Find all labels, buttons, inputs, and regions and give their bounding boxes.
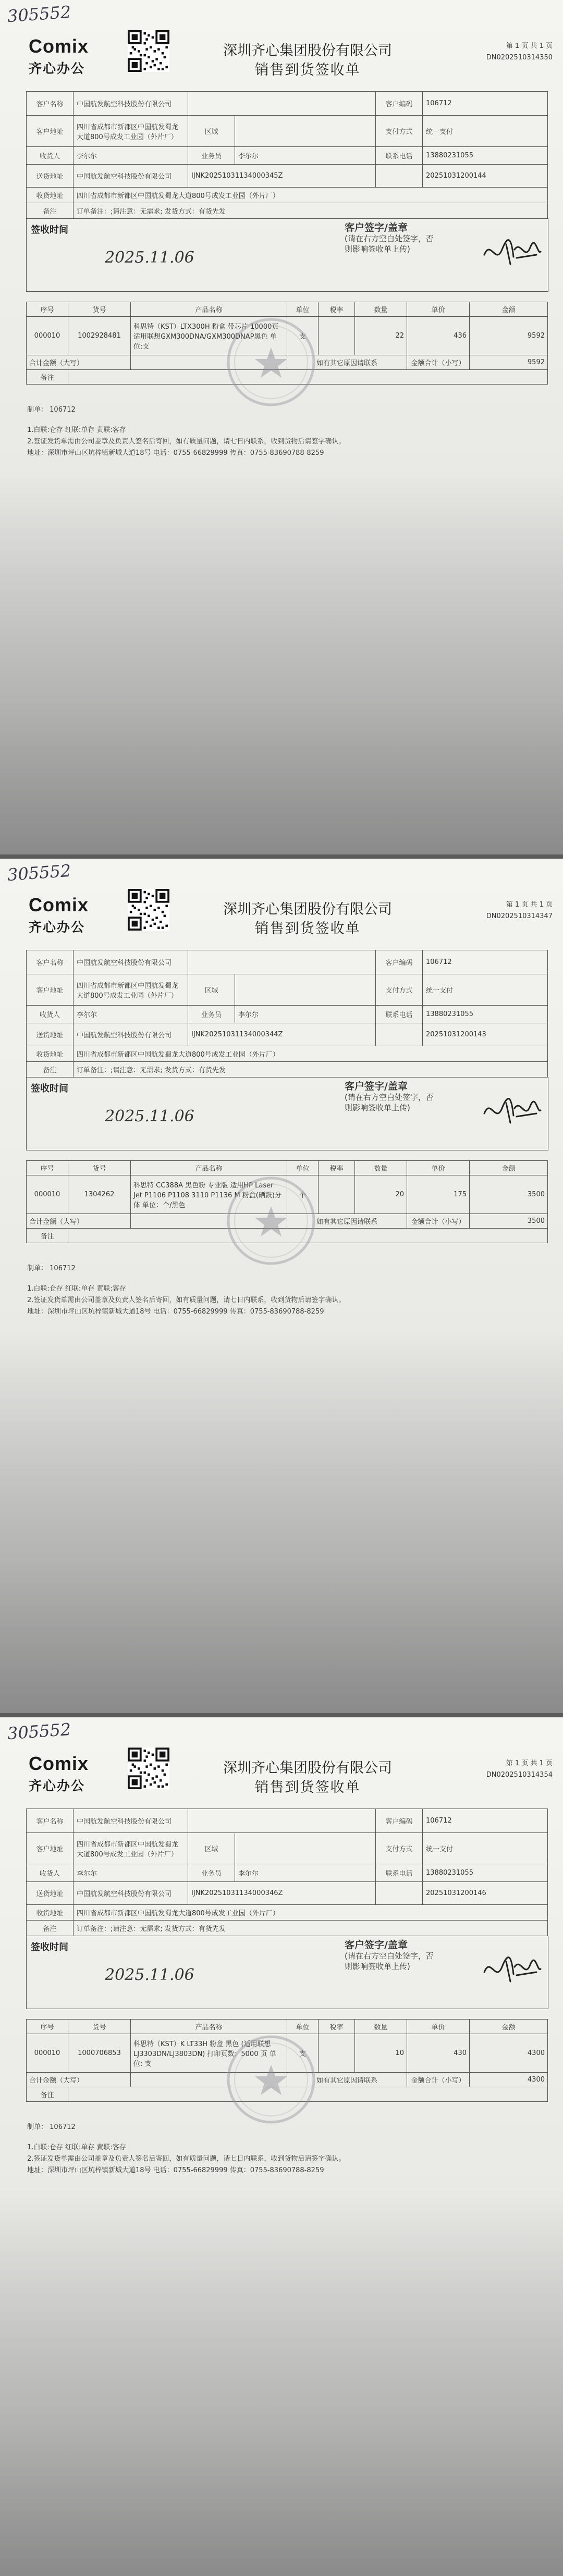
pay-method: 统一支付	[423, 1833, 548, 1864]
logo-en: Comix	[29, 894, 89, 915]
col-seq: 序号	[27, 1161, 68, 1175]
archive-number: 305552	[6, 1719, 72, 1744]
logo-cn: 齐心办公	[29, 61, 85, 76]
label-remarks: 备注	[27, 1062, 74, 1078]
item-tax	[319, 1175, 355, 1214]
comix-logo	[29, 35, 89, 77]
item-unit: 个	[287, 1175, 319, 1214]
sign-date: 2025.11.06	[105, 1966, 194, 1984]
col-qty: 数量	[355, 2020, 407, 2034]
item-price: 430	[407, 2034, 470, 2073]
maker-id: 106712	[50, 2123, 76, 2131]
label-customer-code: 客户编码	[376, 950, 423, 974]
document-info	[433, 1758, 553, 1781]
maker-label: 制单：	[27, 406, 48, 414]
document-title: 销售到货签收单	[254, 921, 361, 937]
item-seq: 000010	[27, 1175, 68, 1214]
document-number: DN0202510314354	[486, 1771, 553, 1779]
sign-date: 2025.11.06	[105, 1107, 194, 1125]
delivery-receipt-sheet	[0, 0, 563, 854]
maker-line	[27, 404, 76, 414]
label-pay-method: 支付方式	[376, 1833, 423, 1864]
footnote-1: 1.白联:仓存 红联:单存 黄联:客存	[27, 426, 126, 434]
footnote-2: 2.签证发货单需由公司盖章及负责人签名后寄回，如有质量问题，请七日内联系，收到货物后请签字确认。	[27, 438, 346, 445]
col-code: 货号	[68, 302, 131, 317]
pay-method: 统一支付	[423, 974, 548, 1006]
maker-line	[27, 2121, 76, 2131]
total-amount: 3500	[470, 1214, 548, 1229]
document-number: DN0202510314350	[486, 54, 553, 61]
receiver: 李尔尔	[74, 1006, 188, 1023]
customer-sign-note: (请在右方空白处签字，否	[345, 234, 434, 243]
receiver: 李尔尔	[74, 147, 188, 165]
footer-remarks-label: 备注	[27, 1229, 68, 1243]
subtotal-lower-label: 金额合计（小写）	[407, 355, 470, 370]
item-code: 1002928481	[68, 317, 131, 355]
order-code: IJNK20251031134000345Z	[188, 165, 376, 188]
ship-to: 中国航发航空科技股份有限公司	[74, 1882, 188, 1905]
item-price: 436	[407, 317, 470, 355]
item-code: 1000706853	[68, 2034, 131, 2073]
pay-method: 统一支付	[423, 116, 548, 147]
label-contact: 联系电话	[376, 1006, 423, 1023]
customer-sign-note2: 则影响签收单上传)	[345, 1962, 410, 1971]
customer-sign-title: 客户签字/盖章	[345, 1081, 408, 1092]
customer-name: 中国航发航空科技股份有限公司	[74, 92, 188, 116]
col-amount: 金额	[470, 1161, 548, 1175]
customer-signature	[480, 1951, 543, 1988]
customer-code: 106712	[423, 92, 548, 116]
customer-sign-note2: 则影响签收单上传)	[345, 1103, 410, 1112]
company-name: 深圳齐心集团股份有限公司	[223, 43, 392, 59]
page-number: 第 1 页 共 1 页	[506, 901, 553, 909]
order-remarks: 订单备注：;请注意：无需求; 发货方式：有货先发	[74, 1062, 548, 1078]
col-price: 单价	[407, 302, 470, 317]
customer-address: 四川省成都市新都区中国航发蜀龙大道800号成发工业园（外片厂）	[74, 1833, 188, 1864]
customer-signature	[480, 234, 543, 270]
label-salesman: 业务员	[188, 1864, 235, 1882]
item-unit: 支	[287, 317, 319, 355]
col-unit: 单位	[287, 1161, 319, 1175]
label-customer-code: 客户编码	[376, 1809, 423, 1833]
label-salesman: 业务员	[188, 1006, 235, 1023]
comix-logo	[29, 1753, 89, 1794]
item-price: 175	[407, 1175, 470, 1214]
reference-number: 20251031200146	[423, 1882, 548, 1905]
company-name: 深圳齐心集团股份有限公司	[223, 901, 392, 918]
customer-address: 四川省成都市新都区中国航发蜀龙大道800号成发工业园（外片厂）	[74, 974, 188, 1006]
order-remarks: 订单备注：;请注意：无需求; 发货方式：有货先发	[74, 1921, 548, 1936]
col-price: 单价	[407, 2020, 470, 2034]
item-unit: 支	[287, 2034, 319, 2073]
label-customer-address: 客户地址	[27, 1833, 74, 1864]
col-amount: 金额	[470, 302, 548, 317]
label-remarks: 备注	[27, 203, 74, 219]
item-amount: 3500	[470, 1175, 548, 1214]
stamp-note: 如有其它原因请联系	[287, 1214, 407, 1229]
document-title: 销售到货签收单	[254, 1779, 361, 1795]
item-name: 科思特 CC388A 黑色粉 专业版 适用HP Laser Jet P1106 P1108 3110 P1136 M 粉盒(硒鼓)分体 单位：个/黑色	[131, 1175, 287, 1214]
col-amount: 金额	[470, 2020, 548, 2034]
label-ship-to: 送货地址	[27, 165, 74, 188]
ship-to: 中国航发航空科技股份有限公司	[74, 1023, 188, 1046]
document-info	[433, 899, 553, 922]
delivery-address: 四川省成都市新都区中国航发蜀龙大道800号成发工业园（外片厂）	[74, 1905, 548, 1921]
col-name: 产品名称	[131, 2020, 287, 2034]
sign-date: 2025.11.06	[105, 249, 194, 267]
label-customer-code: 客户编码	[376, 92, 423, 116]
stamp-note: 如有其它原因请联系	[287, 2073, 407, 2087]
contact-phone: 13880231055	[423, 1864, 548, 1882]
footnote-1: 1.白联:仓存 红联:单存 黄联:客存	[27, 1285, 126, 1293]
label-ship-to: 送货地址	[27, 1882, 74, 1905]
delivery-receipt-sheet	[0, 1717, 563, 2576]
item-qty: 10	[355, 2034, 407, 2073]
qr-code	[128, 889, 169, 931]
sign-area	[26, 218, 548, 292]
qr-code	[128, 1748, 169, 1789]
contact-phone: 13880231055	[423, 147, 548, 165]
qr-code	[128, 30, 169, 72]
subtotal-lower-label: 金额合计（小写）	[407, 1214, 470, 1229]
label-contact: 联系电话	[376, 1864, 423, 1882]
col-unit: 单位	[287, 2020, 319, 2034]
footnote-2: 2.签证发货单需由公司盖章及负责人签名后寄回，如有质量问题，请七日内联系，收到货物后请签字确认。	[27, 2155, 346, 2163]
col-code: 货号	[68, 1161, 131, 1175]
col-name: 产品名称	[131, 1161, 287, 1175]
item-qty: 22	[355, 317, 407, 355]
subtotal-upper-label: 合计金额（大写）	[27, 2073, 131, 2087]
label-delivery-address: 收货地址	[27, 188, 74, 203]
footnotes	[27, 425, 345, 459]
customer-sign-block	[345, 222, 434, 254]
customer-name: 中国航发航空科技股份有限公司	[74, 950, 188, 974]
delivery-address: 四川省成都市新都区中国航发蜀龙大道800号成发工业园（外片厂）	[74, 1046, 548, 1062]
label-delivery-address: 收货地址	[27, 1905, 74, 1921]
salesman: 李尔尔	[235, 1864, 376, 1882]
sign-area	[26, 1077, 548, 1150]
col-seq: 序号	[27, 2020, 68, 2034]
sign-time-label: 签收时间	[31, 1942, 68, 1953]
ship-to: 中国航发航空科技股份有限公司	[74, 165, 188, 188]
customer-sign-note: (请在右方空白处签字，否	[345, 1951, 434, 1961]
page-number: 第 1 页 共 1 页	[506, 42, 553, 50]
subtotal-lower-label: 金额合计（小写）	[407, 2073, 470, 2087]
customer-sign-title: 客户签字/盖章	[345, 1939, 408, 1951]
customer-sign-note: (请在右方空白处签字，否	[345, 1093, 434, 1102]
order-remarks: 订单备注：;请注意：无需求; 发货方式：有货先发	[74, 203, 548, 219]
item-amount: 4300	[470, 2034, 548, 2073]
footnotes	[27, 1283, 345, 1318]
contact-phone: 13880231055	[423, 1006, 548, 1023]
label-area: 区域	[188, 1833, 235, 1864]
total-amount: 4300	[470, 2073, 548, 2087]
footnote-3: 地址：深圳市坪山区坑梓镇新城大道18号 电话：0755-66829999 传真：0755-83690788-8259	[27, 1308, 324, 1316]
customer-sign-block	[345, 1081, 434, 1113]
col-code: 货号	[68, 2020, 131, 2034]
logo-cn: 齐心办公	[29, 1779, 85, 1793]
customer-address: 四川省成都市新都区中国航发蜀龙大道800号成发工业园（外片厂）	[74, 116, 188, 147]
subtotal-upper-label: 合计金额（大写）	[27, 355, 131, 370]
item-name: 科思特（KST）LTX300H 粉盒 带芯片 10000页 适用联想GXM300DNA/GXM300DNAP黑色 单位:支	[131, 317, 287, 355]
item-amount: 9592	[470, 317, 548, 355]
label-delivery-address: 收货地址	[27, 1046, 74, 1062]
logo-en: Comix	[29, 35, 89, 57]
salesman: 李尔尔	[235, 1006, 376, 1023]
customer-sign-block	[345, 1940, 434, 1972]
label-remarks: 备注	[27, 1921, 74, 1936]
customer-name: 中国航发航空科技股份有限公司	[74, 1809, 188, 1833]
item-code: 1304262	[68, 1175, 131, 1214]
item-qty: 20	[355, 1175, 407, 1214]
company-seal	[224, 2033, 318, 2126]
label-customer-address: 客户地址	[27, 974, 74, 1006]
footnote-3: 地址：深圳市坪山区坑梓镇新城大道18号 电话：0755-66829999 传真：0755-83690788-8259	[27, 2166, 324, 2174]
header-table	[26, 950, 548, 1078]
total-amount: 9592	[470, 355, 548, 370]
customer-sign-note2: 则影响签收单上传)	[345, 244, 410, 254]
customer-sign-title: 客户签字/盖章	[345, 222, 408, 233]
item-name: 科思特（KST）K LT33H 粉盒 黑色 (适用联想LJ3303DN/LJ3803DN) 打印页数：5000 页 单位: 支	[131, 2034, 287, 2073]
footer-remarks-label: 备注	[27, 370, 68, 385]
logo-cn: 齐心办公	[29, 920, 85, 935]
label-customer-address: 客户地址	[27, 116, 74, 147]
label-customer-name: 客户名称	[27, 950, 74, 974]
delivery-receipt-sheet	[0, 859, 563, 1713]
header-table	[26, 1809, 548, 1936]
footer-remarks-label: 备注	[27, 2087, 68, 2102]
footnote-1: 1.白联:仓存 红联:单存 黄联:客存	[27, 2144, 126, 2151]
maker-id: 106712	[50, 406, 76, 414]
label-receiver: 收货人	[27, 1864, 74, 1882]
label-pay-method: 支付方式	[376, 974, 423, 1006]
col-unit: 单位	[287, 302, 319, 317]
salesman: 李尔尔	[235, 147, 376, 165]
label-area: 区域	[188, 974, 235, 1006]
archive-number: 305552	[6, 860, 72, 885]
label-area: 区域	[188, 116, 235, 147]
customer-code: 106712	[423, 1809, 548, 1833]
stamp-note: 如有其它原因请联系	[287, 355, 407, 370]
company-seal	[224, 1174, 318, 1268]
col-price: 单价	[407, 1161, 470, 1175]
company-seal	[224, 315, 318, 409]
logo-en: Comix	[29, 1753, 89, 1774]
col-seq: 序号	[27, 302, 68, 317]
label-pay-method: 支付方式	[376, 116, 423, 147]
maker-id: 106712	[50, 1265, 76, 1272]
company-name: 深圳齐心集团股份有限公司	[223, 1760, 392, 1776]
item-seq: 000010	[27, 2034, 68, 2073]
customer-signature	[480, 1093, 543, 1129]
document-title: 销售到货签收单	[254, 62, 361, 78]
footnote-3: 地址：深圳市坪山区坑梓镇新城大道18号 电话：0755-66829999 传真：0755-83690788-8259	[27, 449, 324, 457]
col-tax: 税率	[319, 302, 355, 317]
header-table	[26, 91, 548, 219]
document-info	[433, 41, 553, 64]
col-qty: 数量	[355, 1161, 407, 1175]
footnote-2: 2.签证发货单需由公司盖章及负责人签名后寄回，如有质量问题，请七日内联系，收到货物后请签字确认。	[27, 1296, 346, 1304]
label-contact: 联系电话	[376, 147, 423, 165]
label-ship-to: 送货地址	[27, 1023, 74, 1046]
comix-logo	[29, 894, 89, 936]
archive-number: 305552	[6, 2, 72, 27]
col-tax: 税率	[319, 2020, 355, 2034]
label-customer-name: 客户名称	[27, 1809, 74, 1833]
sign-time-label: 签收时间	[31, 1083, 68, 1094]
footnotes	[27, 2142, 345, 2176]
item-tax	[319, 2034, 355, 2073]
item-tax	[319, 317, 355, 355]
reference-number: 20251031200144	[423, 165, 548, 188]
receiver: 李尔尔	[74, 1864, 188, 1882]
label-receiver: 收货人	[27, 1006, 74, 1023]
reference-number: 20251031200143	[423, 1023, 548, 1046]
label-customer-name: 客户名称	[27, 92, 74, 116]
page-number: 第 1 页 共 1 页	[506, 1760, 553, 1767]
col-name: 产品名称	[131, 302, 287, 317]
document-number: DN0202510314347	[486, 912, 553, 920]
maker-label: 制单：	[27, 2123, 48, 2131]
order-code: IJNK20251031134000346Z	[188, 1882, 376, 1905]
delivery-address: 四川省成都市新都区中国航发蜀龙大道800号成发工业园（外片厂）	[74, 188, 548, 203]
item-seq: 000010	[27, 317, 68, 355]
customer-code: 106712	[423, 950, 548, 974]
subtotal-upper-label: 合计金额（大写）	[27, 1214, 131, 1229]
col-qty: 数量	[355, 302, 407, 317]
col-tax: 税率	[319, 1161, 355, 1175]
maker-line	[27, 1262, 76, 1272]
sign-time-label: 签收时间	[31, 225, 68, 236]
label-receiver: 收货人	[27, 147, 74, 165]
order-code: IJNK20251031134000344Z	[188, 1023, 376, 1046]
sign-area	[26, 1936, 548, 2009]
maker-label: 制单：	[27, 1265, 48, 1272]
label-salesman: 业务员	[188, 147, 235, 165]
